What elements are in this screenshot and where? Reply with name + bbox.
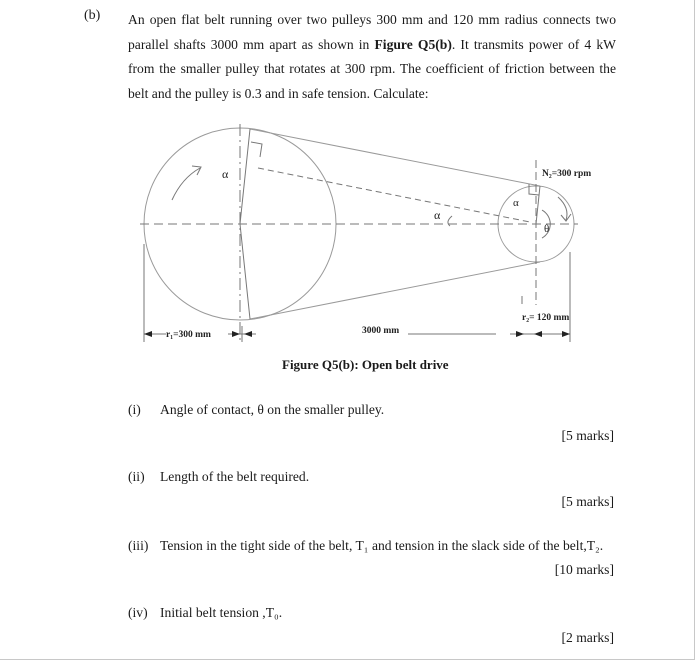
- r2-label: r₂= 120 mm: [522, 313, 570, 323]
- question-1-marks: [5 marks]: [561, 428, 614, 443]
- arrow-r1-right: [232, 331, 240, 337]
- arrow-right-end: [562, 331, 570, 337]
- large-radius-bottom: [240, 224, 250, 319]
- belt-bottom-span: [250, 262, 540, 319]
- figure-caption: Figure Q5(b): Open belt drive: [282, 357, 449, 372]
- belt-top-span: [250, 129, 540, 186]
- large-radius-top: [240, 129, 250, 224]
- question-3-text: Tension in the tight side of the belt, T₁ and tension in the slack side of the belt,T₂.: [160, 538, 604, 553]
- question-1-number: (i): [128, 402, 141, 417]
- question-3-marks: [10 marks]: [554, 562, 614, 577]
- figure-reference: Figure Q5(b): [374, 36, 452, 52]
- alpha-small-label: α: [513, 197, 519, 209]
- intro-text-1: An open flat belt running over two pulleys 300 mm and 120 mm radius connects two parallel shafts 3000 mm apart as shown in: [128, 12, 616, 52]
- arrow-r1-right-b: [244, 331, 252, 337]
- question-2-number: (ii): [128, 469, 145, 484]
- arrow-r2-right: [534, 331, 542, 337]
- distance-label: 3000 mm: [362, 326, 400, 336]
- small-radius-top: [536, 186, 540, 224]
- arrow-r2-left: [516, 331, 524, 337]
- alpha-centre-label: α: [434, 208, 441, 222]
- question-3-number: (iii): [128, 538, 149, 553]
- belt-drive-figure: [130, 120, 600, 352]
- large-rotation-arrow: [172, 168, 200, 200]
- theta-label: θ: [544, 223, 550, 235]
- part-label: (b): [84, 8, 101, 23]
- question-4-number: (iv): [128, 605, 148, 620]
- question-1-text: Angle of contact, θ on the smaller pulley.: [160, 402, 385, 417]
- right-angle-large: [251, 142, 262, 157]
- question-2-text: Length of the belt required.: [160, 469, 310, 484]
- r1-label: r₁=300 mm: [166, 330, 211, 340]
- arrow-left-end: [144, 331, 152, 337]
- question-4-marks: [2 marks]: [561, 630, 614, 645]
- intro-text-2: . It transmits power of 4 kW from the smaller pulley that rotates at 300 rpm. The coefficient of friction between the belt and the pulley is 0.3 and in safe tension. Calculate:: [128, 36, 616, 101]
- speed-label: N₂=300 rpm: [542, 169, 592, 179]
- alpha-large-label: α: [222, 167, 229, 181]
- question-2-marks: [5 marks]: [561, 494, 614, 509]
- problem-statement: [128, 8, 616, 106]
- question-4-text: Initial belt tension ,T₀.: [160, 605, 283, 620]
